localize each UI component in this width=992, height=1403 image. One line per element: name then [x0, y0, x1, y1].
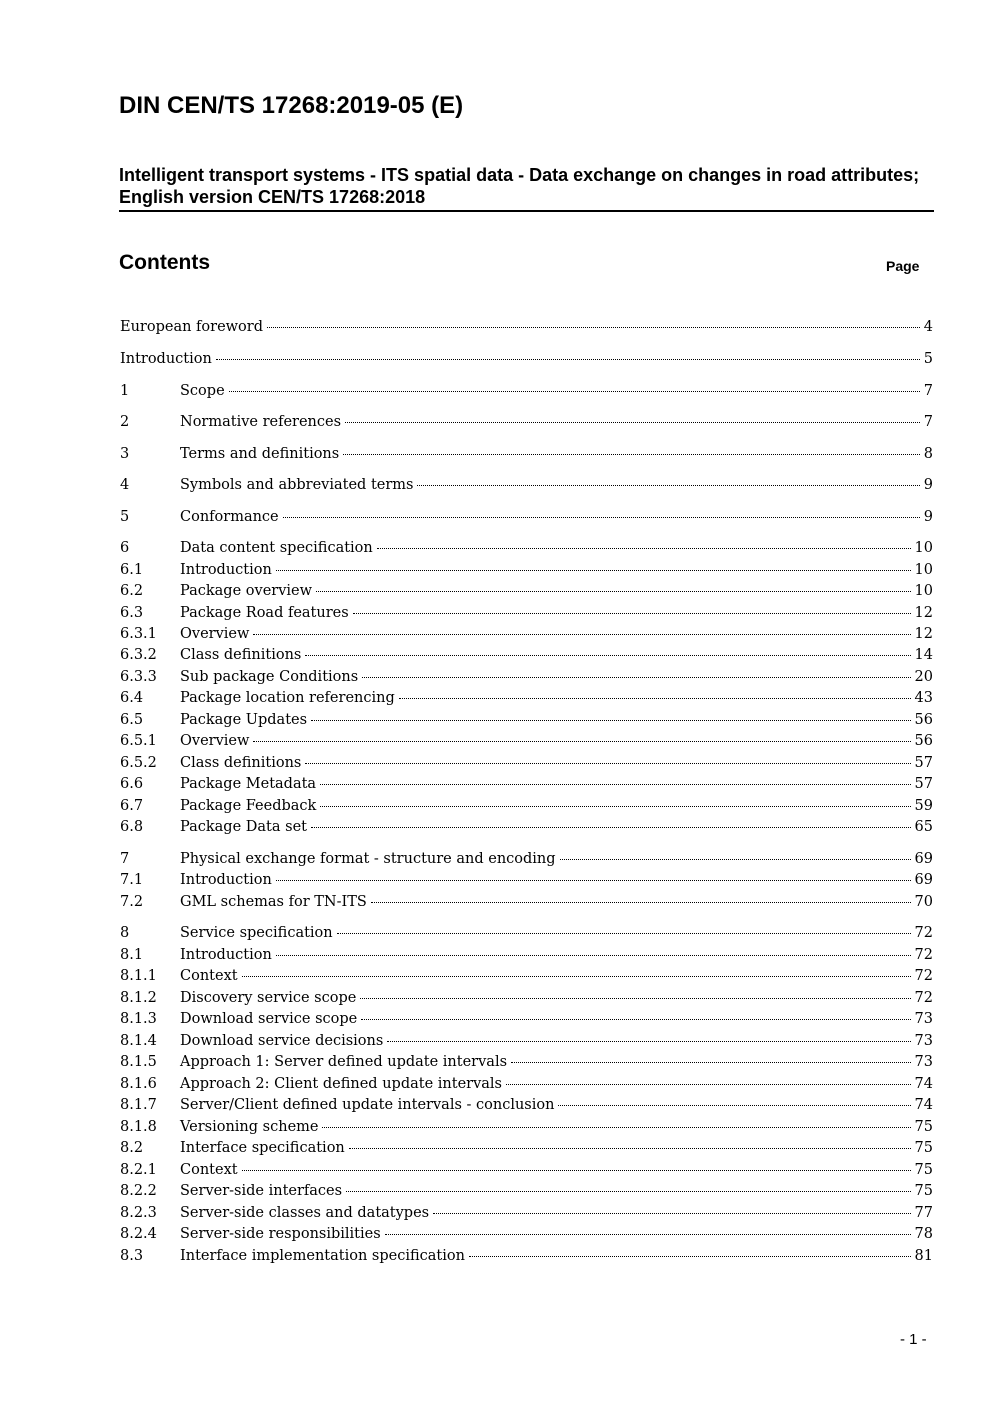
toc-entry[interactable] — [120, 603, 933, 623]
toc-entry-page[interactable]: 4 — [923, 319, 933, 335]
toc-dot-leader — [276, 879, 911, 881]
toc-entry[interactable] — [120, 796, 933, 816]
toc-entry[interactable] — [120, 731, 933, 751]
toc-entry-number: 7.1 — [120, 872, 144, 888]
toc-entry-number: 8.1.6 — [120, 1076, 157, 1092]
toc-entry-page[interactable]: 43 — [914, 690, 933, 706]
toc-dot-leader — [267, 326, 920, 328]
toc-entry-number: 8.1.1 — [120, 968, 157, 984]
toc-entry[interactable] — [120, 1138, 933, 1158]
toc-entry-page[interactable]: 69 — [914, 851, 933, 867]
toc-entry-title[interactable]: Package Metadata — [180, 776, 317, 792]
toc-dot-leader — [337, 932, 911, 934]
toc-entry[interactable] — [120, 538, 933, 558]
toc-entry[interactable] — [120, 475, 933, 495]
toc-entry[interactable] — [120, 1052, 933, 1072]
toc-entry[interactable] — [120, 1031, 933, 1051]
toc-entry-title[interactable]: Conformance — [180, 509, 279, 525]
toc-entry-title[interactable]: Interface specification — [180, 1140, 345, 1156]
toc-dot-leader — [377, 547, 911, 549]
toc-entry-title[interactable]: Context — [180, 968, 238, 984]
toc-entry-number: 6.4 — [120, 690, 144, 706]
toc-entry[interactable] — [120, 892, 933, 912]
toc-entry-title[interactable]: Server/Client defined update intervals - conclusion — [180, 1097, 555, 1113]
toc-entry-page[interactable]: 72 — [914, 990, 933, 1006]
toc-entry-title[interactable]: Server-side interfaces — [180, 1183, 343, 1199]
toc-entry-number: 6.8 — [120, 819, 144, 835]
toc-dot-leader — [229, 390, 920, 392]
toc-entry-number: 8.1.5 — [120, 1054, 157, 1070]
toc-entry-page[interactable]: 59 — [914, 798, 933, 814]
toc-dot-leader — [560, 858, 911, 860]
toc-entry-page[interactable]: 10 — [914, 562, 933, 578]
toc-entry-number: 8.1.2 — [120, 990, 157, 1006]
toc-entry-number: 6.5.1 — [120, 733, 157, 749]
footer-page-number: - 1 - — [900, 1331, 927, 1348]
toc-entry-number: 6.1 — [120, 562, 144, 578]
toc-dot-leader — [242, 975, 911, 977]
toc-entry-page[interactable]: 65 — [914, 819, 933, 835]
toc-entry-title[interactable]: Introduction — [120, 351, 212, 367]
toc-entry[interactable] — [120, 849, 933, 869]
toc-entry[interactable] — [120, 1224, 933, 1244]
toc-entry[interactable] — [120, 381, 933, 401]
toc-entry-page[interactable]: 77 — [914, 1205, 933, 1221]
toc-dot-leader — [346, 1190, 910, 1192]
toc-entry[interactable] — [120, 507, 933, 527]
toc-entry-title[interactable]: Approach 1: Server defined update intervals — [180, 1054, 508, 1070]
toc-entry-page[interactable]: 57 — [914, 776, 933, 792]
toc-entry-page[interactable]: 14 — [914, 647, 933, 663]
toc-dot-leader — [506, 1083, 911, 1085]
toc-entry[interactable] — [120, 966, 933, 986]
toc-entry-page[interactable]: 56 — [914, 733, 933, 749]
toc-entry-title[interactable]: Terms and definitions — [180, 446, 340, 462]
toc-entry-page[interactable]: 56 — [914, 712, 933, 728]
toc-entry[interactable] — [120, 1074, 933, 1094]
toc-dot-leader — [242, 1169, 911, 1171]
toc-entry-number: 6.5 — [120, 712, 144, 728]
toc-entry-number: 4 — [120, 477, 130, 493]
toc-dot-leader — [385, 1233, 911, 1235]
toc-dot-leader — [349, 1147, 911, 1149]
toc-entry-page[interactable]: 74 — [914, 1076, 933, 1092]
toc-entry[interactable] — [120, 1203, 933, 1223]
toc-entry-number: 8.2.2 — [120, 1183, 157, 1199]
toc-entry-title[interactable]: Data content specification — [180, 540, 373, 556]
toc-entry-page[interactable]: 5 — [923, 351, 933, 367]
toc-entry[interactable] — [120, 645, 933, 665]
toc-entry-page[interactable]: 73 — [914, 1054, 933, 1070]
toc-entry-number: 8.2 — [120, 1140, 144, 1156]
toc-entry-title[interactable]: Download service decisions — [180, 1033, 384, 1049]
toc-dot-leader — [360, 997, 910, 999]
toc-dot-leader — [305, 654, 910, 656]
toc-entry-number: 8.1.3 — [120, 1011, 157, 1027]
toc-entry-page[interactable]: 73 — [914, 1033, 933, 1049]
toc-entry-title[interactable]: Discovery service scope — [180, 990, 357, 1006]
toc-entry-page[interactable]: 81 — [914, 1248, 933, 1264]
toc-entry-title[interactable]: Service specification — [180, 925, 333, 941]
toc-entry-title[interactable]: Package location referencing — [180, 690, 395, 706]
toc-dot-leader — [343, 453, 920, 455]
toc-entry-number: 6.7 — [120, 798, 144, 814]
toc-entry-number: 2 — [120, 414, 130, 430]
toc-entry-title[interactable]: Introduction — [180, 947, 272, 963]
toc-entry-page[interactable]: 7 — [923, 383, 933, 399]
toc-dot-leader — [322, 1126, 910, 1128]
toc-entry[interactable] — [120, 1009, 933, 1029]
toc-entry-page[interactable]: 72 — [914, 925, 933, 941]
toc-entry-number: 8.1.8 — [120, 1119, 157, 1135]
toc-entry-number: 6 — [120, 540, 130, 556]
toc-dot-leader — [417, 484, 919, 486]
toc-entry-title[interactable]: Introduction — [180, 872, 272, 888]
toc-entry-number: 1 — [120, 383, 130, 399]
toc-entry[interactable] — [120, 988, 933, 1008]
toc-dot-leader — [511, 1061, 911, 1063]
toc-entry-number: 6.3.2 — [120, 647, 157, 663]
toc-dot-leader — [216, 358, 920, 360]
toc-entry-number: 6.3.1 — [120, 626, 157, 642]
toc-entry-page[interactable]: 9 — [923, 477, 933, 493]
toc-entry-page[interactable]: 12 — [914, 605, 933, 621]
toc-dot-leader — [353, 612, 911, 614]
toc-entry-title[interactable]: Normative references — [180, 414, 342, 430]
page-column-heading: Page — [886, 258, 920, 274]
toc-entry[interactable] — [120, 1160, 933, 1180]
toc-entry-title[interactable]: European foreword — [120, 319, 264, 335]
toc-entry-page[interactable]: 75 — [914, 1119, 933, 1135]
toc-entry-page[interactable]: 7 — [923, 414, 933, 430]
toc-entry-page[interactable]: 75 — [914, 1162, 933, 1178]
toc-entry-number: 8.1 — [120, 947, 144, 963]
toc-entry[interactable] — [120, 581, 933, 601]
document-title: DIN CEN/TS 17268:2019-05 (E) — [119, 92, 464, 119]
toc-entry-number: 8 — [120, 925, 130, 941]
toc-dot-leader — [371, 901, 911, 903]
toc-entry-page[interactable]: 57 — [914, 755, 933, 771]
toc-entry-number: 6.3 — [120, 605, 144, 621]
toc-entry-number: 6.5.2 — [120, 755, 157, 771]
toc-dot-leader — [253, 740, 910, 742]
toc-dot-leader — [469, 1255, 911, 1257]
toc-entry-number: 8.1.4 — [120, 1033, 157, 1049]
toc-entry-number: 8.2.4 — [120, 1226, 157, 1242]
toc-dot-leader — [320, 783, 910, 785]
toc-entry-title[interactable]: Interface implementation specification — [180, 1248, 465, 1264]
toc-entry-page[interactable]: 78 — [914, 1226, 933, 1242]
toc-entry-title[interactable]: Server-side classes and datatypes — [180, 1205, 430, 1221]
toc-entry-number: 8.3 — [120, 1248, 144, 1264]
toc-entry[interactable] — [120, 945, 933, 965]
toc-entry-page[interactable]: 8 — [923, 446, 933, 462]
toc-entry[interactable] — [120, 1117, 933, 1137]
toc-entry[interactable] — [120, 349, 933, 369]
toc-entry-title[interactable]: Download service scope — [180, 1011, 358, 1027]
toc-entry[interactable] — [120, 753, 933, 773]
toc-dot-leader — [253, 633, 910, 635]
toc-entry-title[interactable]: Physical exchange format - structure and encoding — [180, 851, 556, 867]
toc-entry[interactable] — [120, 624, 933, 644]
toc-entry-title[interactable]: Sub package Conditions — [180, 669, 359, 685]
toc-entry-number: 8.2.1 — [120, 1162, 157, 1178]
contents-heading: Contents — [119, 251, 210, 274]
toc-entry-title[interactable]: Package Data set — [180, 819, 307, 835]
toc-entry-title[interactable]: Server-side responsibilities — [180, 1226, 381, 1242]
toc-dot-leader — [320, 805, 910, 807]
toc-entry-title[interactable]: Package Feedback — [180, 798, 317, 814]
toc-entry-title[interactable]: GML schemas for TN-ITS — [180, 894, 367, 910]
toc-dot-leader — [311, 826, 911, 828]
toc-entry-page[interactable]: 10 — [914, 583, 933, 599]
toc-entry-number: 5 — [120, 509, 130, 525]
toc-entry-page[interactable]: 10 — [914, 540, 933, 556]
toc-entry[interactable] — [120, 560, 933, 580]
toc-entry-page[interactable]: 75 — [914, 1183, 933, 1199]
toc-entry-number: 3 — [120, 446, 130, 462]
toc-entry-title[interactable]: Overview — [180, 626, 250, 642]
toc-entry[interactable] — [120, 667, 933, 687]
toc-entry[interactable] — [120, 710, 933, 730]
toc-entry-page[interactable]: 20 — [914, 669, 933, 685]
toc-dot-leader — [283, 516, 920, 518]
toc-entry[interactable] — [120, 1246, 933, 1266]
toc-entry-page[interactable]: 70 — [914, 894, 933, 910]
toc-entry[interactable] — [120, 444, 933, 464]
toc-entry-title[interactable]: Symbols and abbreviated terms — [180, 477, 414, 493]
toc-entry-page[interactable]: 9 — [923, 509, 933, 525]
toc-dot-leader — [345, 421, 920, 423]
toc-entry-number: 7.2 — [120, 894, 144, 910]
toc-entry[interactable] — [120, 412, 933, 432]
toc-entry-title[interactable]: Introduction — [180, 562, 272, 578]
document-subtitle: Intelligent transport systems - ITS spatial data - Data exchange on changes in road attributes; English version CEN/TS 17268:2018 — [119, 164, 934, 212]
toc-entry-title[interactable]: Context — [180, 1162, 238, 1178]
toc-entry-title[interactable]: Approach 2: Client defined update intervals — [180, 1076, 502, 1092]
toc-entry-number: 6.2 — [120, 583, 144, 599]
toc-dot-leader — [433, 1212, 910, 1214]
toc-entry-page[interactable]: 74 — [914, 1097, 933, 1113]
toc-entry[interactable] — [120, 1095, 933, 1115]
toc-entry-title[interactable]: Package overview — [180, 583, 313, 599]
toc-entry[interactable] — [120, 817, 933, 837]
toc-dot-leader — [399, 697, 911, 699]
toc-entry-number: 8.1.7 — [120, 1097, 157, 1113]
toc-entry-title[interactable]: Package Updates — [180, 712, 308, 728]
toc-entry-title[interactable]: Scope — [180, 383, 225, 399]
toc-entry-page[interactable]: 72 — [914, 947, 933, 963]
toc-dot-leader — [276, 569, 911, 571]
toc-entry-title[interactable]: Class definitions — [180, 647, 302, 663]
toc-entry-number: 8.2.3 — [120, 1205, 157, 1221]
toc-entry[interactable] — [120, 317, 933, 337]
toc-dot-leader — [387, 1040, 910, 1042]
toc-entry-title[interactable]: Overview — [180, 733, 250, 749]
toc-dot-leader — [362, 676, 910, 678]
toc-entry-number: 6.6 — [120, 776, 144, 792]
toc-entry-title[interactable]: Class definitions — [180, 755, 302, 771]
toc-entry[interactable] — [120, 774, 933, 794]
toc-entry-title[interactable]: Versioning scheme — [180, 1119, 319, 1135]
toc-entry-title[interactable]: Package Road features — [180, 605, 349, 621]
toc-entry-page[interactable]: 73 — [914, 1011, 933, 1027]
toc-entry-page[interactable]: 75 — [914, 1140, 933, 1156]
toc-entry-page[interactable]: 69 — [914, 872, 933, 888]
toc-entry[interactable] — [120, 923, 933, 943]
toc-dot-leader — [276, 954, 911, 956]
toc-entry-page[interactable]: 12 — [914, 626, 933, 642]
toc-entry-number: 6.3.3 — [120, 669, 157, 685]
toc-entry[interactable] — [120, 688, 933, 708]
toc-dot-leader — [311, 719, 910, 721]
toc-dot-leader — [558, 1104, 910, 1106]
toc-dot-leader — [305, 762, 910, 764]
toc-entry-page[interactable]: 72 — [914, 968, 933, 984]
toc-entry[interactable] — [120, 1181, 933, 1201]
toc-dot-leader — [316, 590, 911, 592]
toc-dot-leader — [361, 1018, 910, 1020]
toc-entry[interactable] — [120, 870, 933, 890]
toc-entry-number: 7 — [120, 851, 130, 867]
